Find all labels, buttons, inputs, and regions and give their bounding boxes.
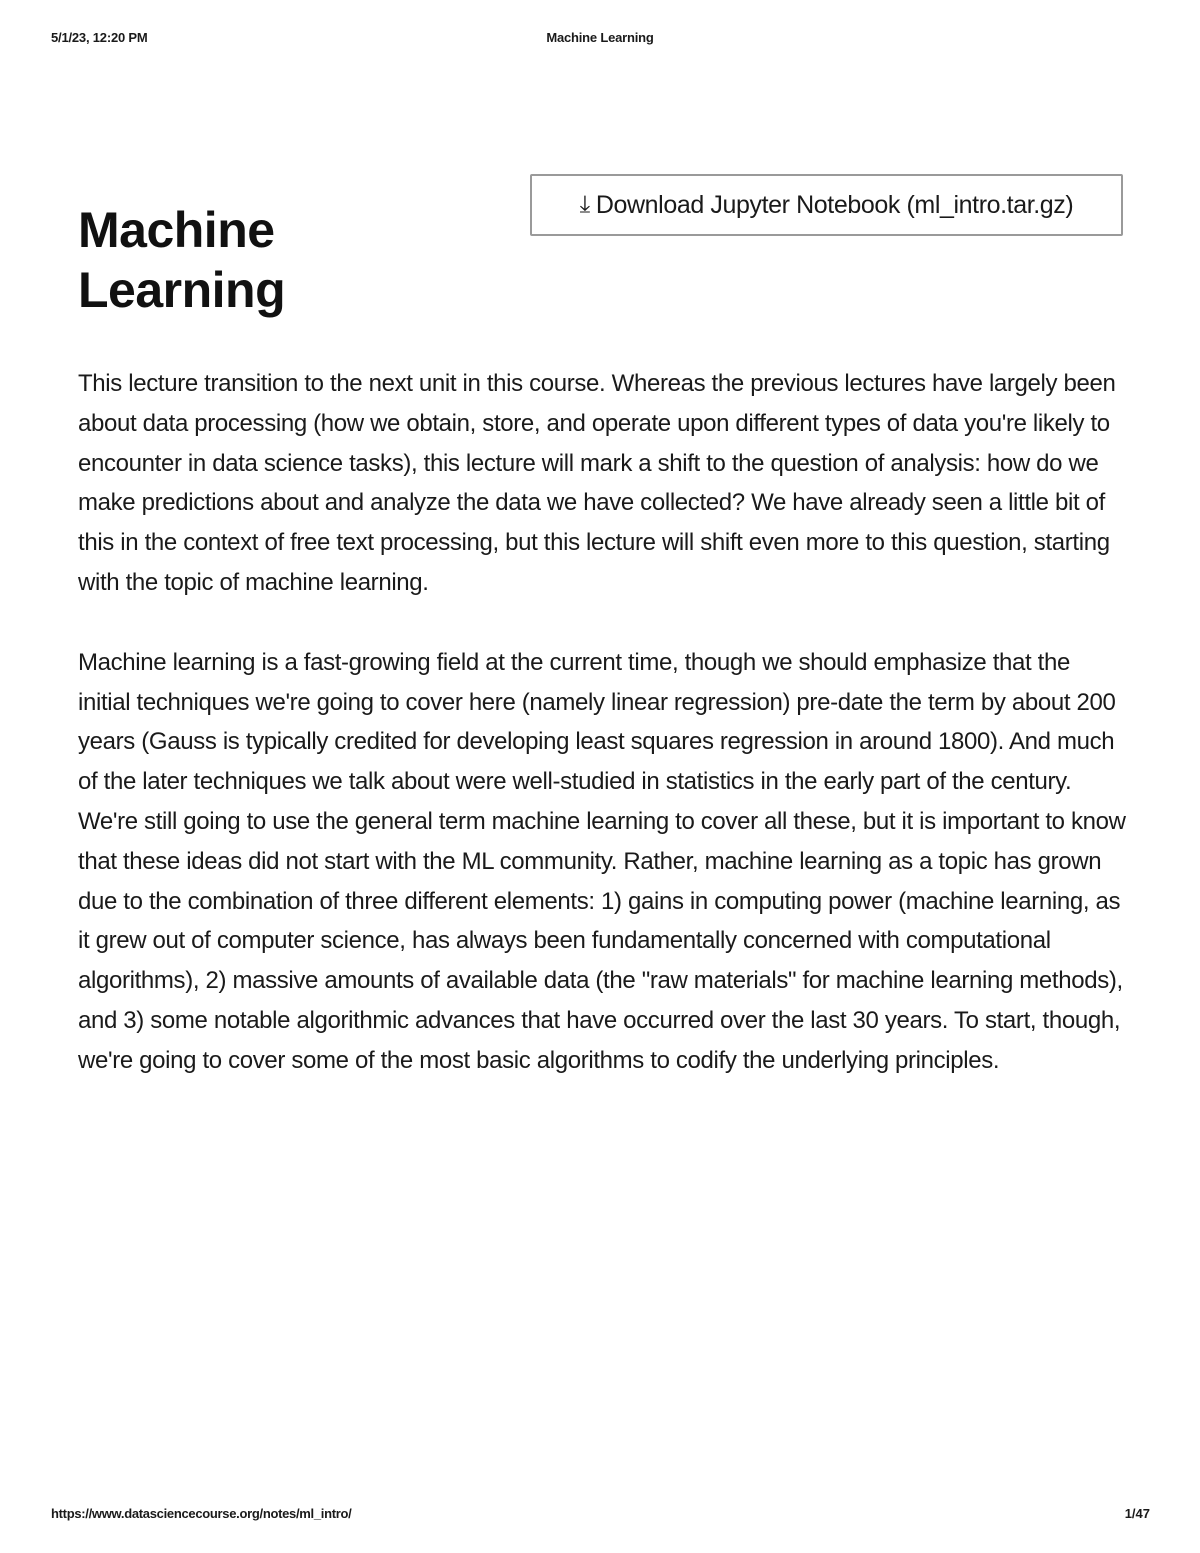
ml-history-paragraph: Machine learning is a fast-growing field at the current time, though we should emphasize that the initial techniques we're going to cover here (namely linear regression) pre-date the term by about 200 years (Gauss is typically credited for developing least squares regression in around 1800). And much of the later techniques we talk about were well-studied in statistics in the early part of the century. We're still going to use the general term machine learning to cover all these, but it is important to know that these ideas did not start with the ML community. Rather, machine learning as a topic has grown due to the combination of three different elements: 1) gains in computing power (machine learning, as it grew out of computer science, has always been fundamentally concerned with computational algorithms), 2) massive amounts of available data (the "raw materials" for machine learning methods), and 3) some notable algorithmic advances that have occurred over the last 30 years. To start, though, we're going to cover some of the most basic algorithms to codify the underlying principles. [78,648,1126,1074]
download-notebook-button[interactable] [530,174,1123,236]
page-title-line-1: Machine [78,202,275,258]
intro-paragraph: This lecture transition to the next unit in this course. Whereas the previous lectures have largely been about data processing (how we obtain, store, and operate upon different types of data you're likely to encounter in data science tasks), this lecture will mark a shift to the question of analysis: how do we make predictions about and analyze the data we have collected? We have already seen a little bit of this in the context of free text processing, but this lecture will shift even more to this question, starting with the topic of machine learning. [78,370,1116,596]
download-arrow-icon: ⤓ [579,191,590,218]
lecture-content [78,364,1128,1121]
download-button-label: Download Jupyter Notebook (ml_intro.tar.gz) [595,190,1074,219]
page-title-line-2: Learning [78,262,286,318]
print-footer-url: https://www.datasciencecourse.org/notes/ml_intro/ [51,1506,352,1521]
print-header-title: Machine Learning [546,30,654,45]
print-page-number: 1/47 [1124,1506,1150,1521]
print-datetime: 5/1/23, 12:20 PM [51,30,148,45]
page-title [78,200,285,320]
